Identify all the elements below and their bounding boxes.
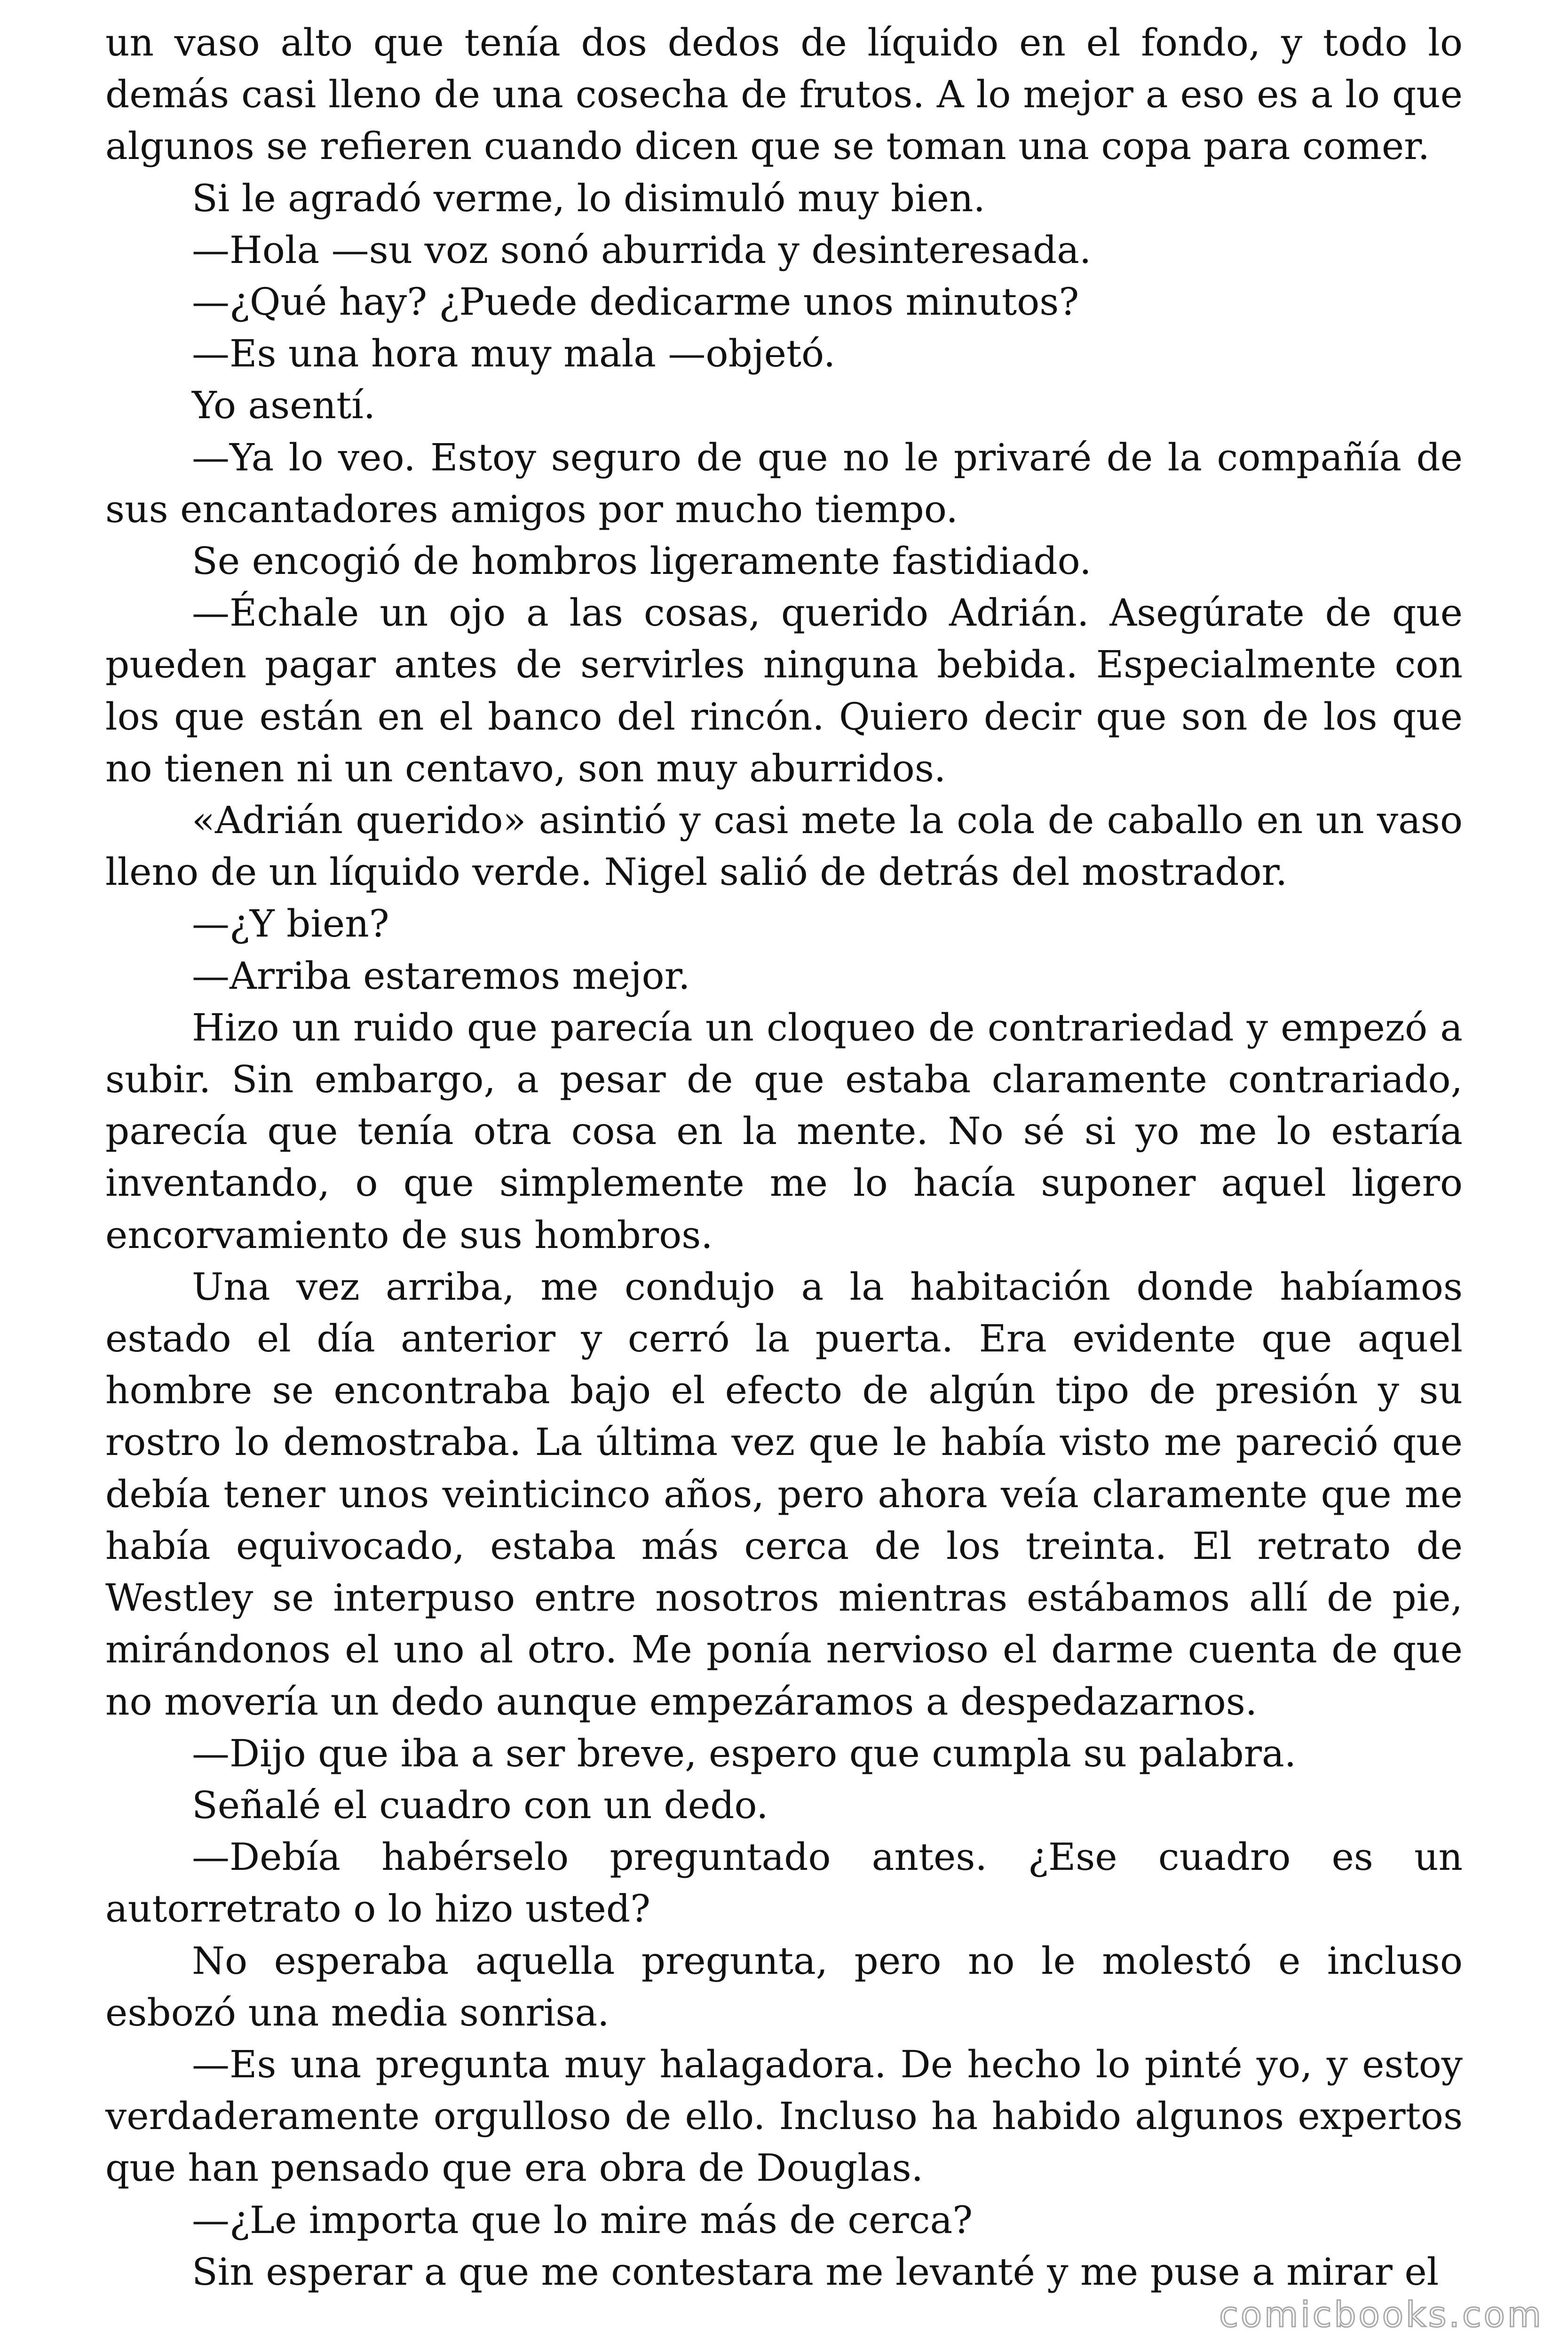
paragraph: Hizo un ruido que parecía un cloqueo de contrariedad y empezó a subir. Sin embargo, a pesar de que estaba claramente contrariado, parecía que tenía otra cosa en la mente. No sé si yo me lo estaría inventando, o que simplemente me lo hacía suponer aquel ligero encorvamiento de sus hombros. [105,1005,1463,1257]
dialogue-line: —Es una pregunta muy halagadora. De hecho lo pinté yo, y estoy verdaderamente orgulloso de ello. Incluso ha habido algunos expertos que han pensado que era obra de Douglas. [105,2042,1463,2190]
paragraph: Si le agradó verme, lo disimuló muy bien. [192,176,985,220]
dialogue-line: —Hola —su voz sonó aburrida y desinteresada. [192,228,1092,272]
paragraph: No esperaba aquella pregunta, pero no le molestó e incluso esbozó una media sonrisa. [105,1939,1463,2034]
paragraph: Señalé el cuadro con un dedo. [192,1783,768,1827]
paragraph-continuation: un vaso alto que tenía dos dedos de líquido en el fondo, y todo lo demás casi lleno de una cosecha de frutos. A lo mejor a eso es a lo que algunos se refieren cuando dicen que se toman una copa para comer. [105,21,1463,168]
paragraph: Yo asentí. [192,383,376,428]
paragraph: «Adrián querido» asintió y casi mete la cola de caballo en un vaso lleno de un líquido verde. Nigel salió de detrás del mostrador. [105,798,1463,894]
dialogue-line: —Debía habérselo preguntado antes. ¿Ese cuadro es un autorretrato o lo hizo usted? [105,1835,1463,1931]
book-page-text [105,17,1463,2298]
paragraph: Se encogió de hombros ligeramente fastidiado. [192,539,1092,583]
paragraph: Sin esperar a que me contestara me levanté y me puse a mirar el [192,2249,1439,2294]
dialogue-line: —¿Le importa que lo mire más de cerca? [192,2198,973,2242]
paragraph: Una vez arriba, me condujo a la habitación donde habíamos estado el día anterior y cerró la puerta. Era evidente que aquel hombre se encontraba bajo el efecto de algún tipo de presión y su rostro lo demostraba. La última vez que le había visto me pareció que debía tener unos veinticinco años, pero ahora veía claramente que me había equivocado, estaba más cerca de los treinta. El retrato de Westley se interpuso entre nosotros mientras estábamos allí de pie, mirándonos el uno al otro. Me ponía nervioso el darme cuenta de que no movería un dedo aunque empezáramos a despedazarnos. [105,1264,1463,1724]
dialogue-line: —Ya lo veo. Estoy seguro de que no le privaré de la compañía de sus encantadores amigos por mucho tiempo. [105,435,1463,531]
dialogue-line: —Dijo que iba a ser breve, espero que cumpla su palabra. [192,1731,1297,1775]
dialogue-line: —¿Qué hay? ¿Puede dedicarme unos minutos? [192,280,1079,324]
dialogue-line: —Arriba estaremos mejor. [192,954,690,998]
watermark: comicbooks.com [1219,2295,1544,2335]
dialogue-line: —¿Y bien? [192,902,389,946]
dialogue-line: —Échale un ojo a las cosas, querido Adrián. Asegúrate de que pueden pagar antes de servirles ninguna bebida. Especialmente con los que están en el banco del rincón. Quiero decir que son de los que no tienen ni un centavo, son muy aburridos. [105,591,1463,790]
dialogue-line: —Es una hora muy mala —objetó. [192,332,836,376]
